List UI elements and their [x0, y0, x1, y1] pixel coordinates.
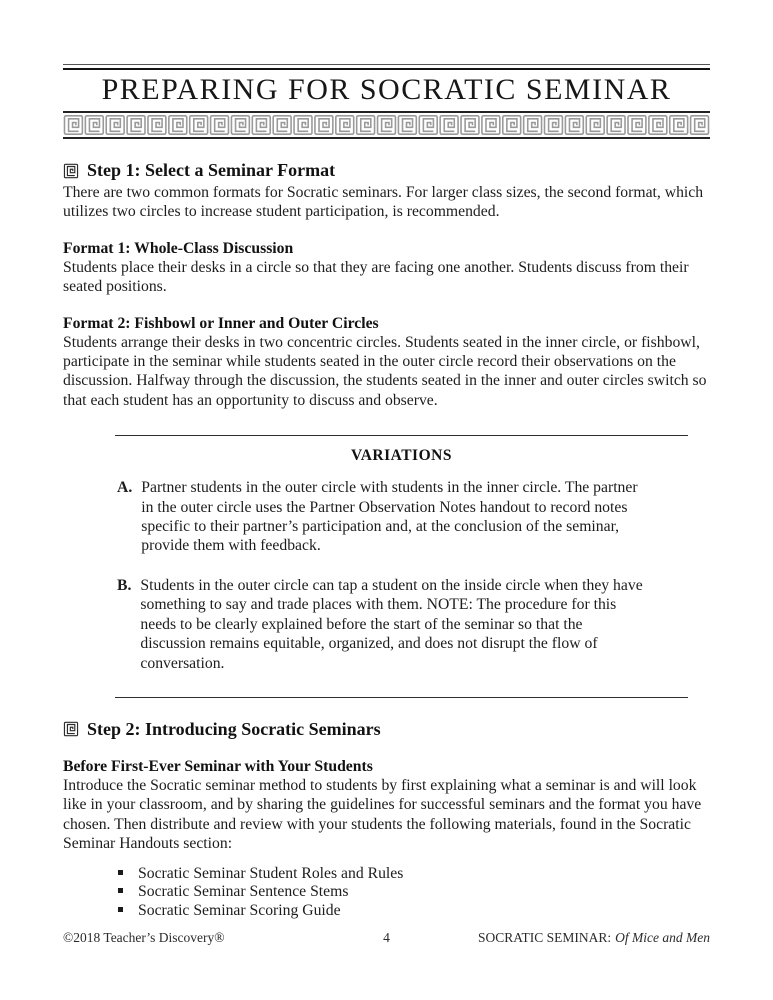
format1-body: Students place their desks in a circle so that they are facing one another. Students discuss from their seated positions.: [63, 258, 689, 296]
handout-list: [118, 865, 710, 921]
greek-key-icon: [63, 163, 79, 179]
list-item: [118, 883, 710, 902]
step2-heading: [63, 719, 710, 740]
square-bullet-icon: [118, 888, 123, 893]
step2-subheading: Before First-Ever Seminar with Your Students: [63, 757, 373, 775]
square-bullet-icon: [118, 870, 123, 875]
variation-item-b: [117, 576, 688, 673]
variations-heading: VARIATIONS: [351, 447, 452, 465]
variation-text: Students in the outer circle can tap a student on the inside circle when they have something to say and trade places with them. NOTE: The procedure for this needs to be clearly explained before the start of the seminar so that the discussion remains equitable, organized, and does not disrupt the flow of conversation.: [140, 576, 643, 672]
list-item-text: Socratic Seminar Student Roles and Rules: [138, 864, 404, 882]
step1-heading: [63, 160, 710, 181]
step2-section: [63, 719, 710, 920]
copyright: ©2018 Teacher’s Discovery®: [63, 930, 225, 945]
variation-item-a: [117, 478, 688, 556]
format1-heading: Format 1: Whole-Class Discussion: [63, 239, 294, 257]
title-banner: [63, 64, 710, 139]
step1-section: [63, 160, 710, 410]
list-item: [118, 865, 710, 884]
step2-body: Introduce the Socratic seminar method to students by first explaining what a seminar is and will look like in your classroom, and by sharing the guidelines for successful seminars and the format you have chosen. Then distribute and review with your students the following materials, found in the Socratic Seminar Handouts section:: [63, 776, 702, 853]
variation-label: A.: [117, 479, 133, 497]
top-double-rule: [63, 64, 710, 70]
variation-label: B.: [117, 576, 132, 594]
step2-heading-text: Step 2: Introducing Socratic Seminars: [87, 718, 381, 739]
page-title: PREPARING FOR SOCRATIC SEMINAR: [101, 73, 672, 106]
list-item-text: Socratic Seminar Scoring Guide: [138, 901, 341, 919]
list-item: [118, 902, 710, 921]
list-item-text: Socratic Seminar Sentence Stems: [138, 883, 349, 901]
step1-heading-text: Step 1: Select a Seminar Format: [87, 160, 336, 180]
page-footer: [63, 930, 710, 946]
step1-intro: There are two common formats for Socratic seminars. For larger class sizes, the second format, which utilizes two circles to increase student participation, is recommended.: [63, 184, 704, 221]
variations-box: [115, 435, 688, 698]
greek-key-meander-icon: [63, 114, 710, 136]
variation-text: Partner students in the outer circle with students in the inner circle. The partner in the outer circle uses the Partner Observation Notes handout to record notes specific to their partner’s participation and, at the conclusion of the seminar, provide them with feedback.: [141, 479, 638, 555]
book-reference: [390, 930, 710, 946]
book-title: Of Mice and Men: [615, 930, 710, 945]
format2-heading: Format 2: Fishbowl or Inner and Outer Circles: [63, 314, 379, 332]
page-number: 4: [383, 930, 390, 945]
greek-key-border: [63, 111, 710, 139]
square-bullet-icon: [118, 907, 123, 912]
greek-key-icon: [63, 721, 79, 737]
book-series: SOCRATIC SEMINAR:: [478, 930, 612, 945]
format2-body: Students arrange their desks in two concentric circles. Students seated in the inner circle, or fishbowl, participate in the seminar while students seated in the outer circle record their observations on the discussion. Halfway through the discussion, the students seated in the inner and outer circles switch so that each student has an opportunity to discuss and observe.: [63, 333, 707, 409]
